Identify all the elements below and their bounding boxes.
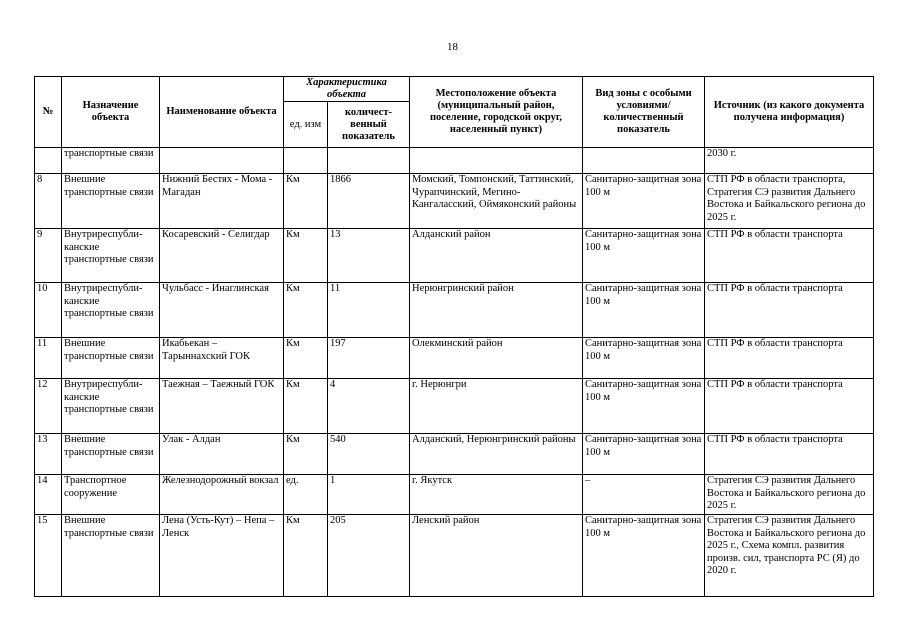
cell-purpose: Внешние транспортные связи <box>62 434 160 475</box>
header-num: № <box>35 77 62 148</box>
cell-name: Чульбасс - Инаглинская <box>160 283 284 338</box>
cell-purpose: Внешние транспортные связи <box>62 515 160 597</box>
table-row <box>35 174 874 229</box>
table-row <box>35 434 874 475</box>
cell-name: Таежная – Таежный ГОК <box>160 379 284 434</box>
header-name: Наименование объекта <box>160 77 284 148</box>
transport-objects-table <box>34 76 874 597</box>
cell-num: 11 <box>35 338 62 379</box>
cell-zone: Санитарно-защитная зона 100 м <box>583 283 705 338</box>
header-unit: ед. изм <box>284 102 328 148</box>
cell-unit: Км <box>284 338 328 379</box>
cell-purpose: Внутриреспубли-канские транспортные связи <box>62 283 160 338</box>
cell-location: Олекминский район <box>410 338 583 379</box>
cell-quantity: 11 <box>328 283 410 338</box>
cell-quantity: 4 <box>328 379 410 434</box>
cell-num: 14 <box>35 475 62 515</box>
cell-zone: Санитарно-защитная зона 100 м <box>583 515 705 597</box>
table-row <box>35 379 874 434</box>
cell-source: Стратегия СЭ развития Дальнего Востока и Байкальского региона до 2025 г. <box>705 475 874 515</box>
cell-unit: Км <box>284 515 328 597</box>
cell-unit: Км <box>284 283 328 338</box>
cell-purpose: Внешние транспортные связи <box>62 338 160 379</box>
cell-name: Железнодорожный вокзал <box>160 475 284 515</box>
table-row <box>35 338 874 379</box>
cell-location: Нерюнгринский район <box>410 283 583 338</box>
cell-zone: Санитарно-защитная зона 100 м <box>583 434 705 475</box>
cell-purpose: Внутриреспубли-канские транспортные связи <box>62 379 160 434</box>
cell-name: Икабьекан – Тарыннахский ГОК <box>160 338 284 379</box>
header-characteristics: Характеристика объекта <box>284 77 410 102</box>
cell-source: СТП РФ в области транспорта <box>705 229 874 283</box>
cell-name: Нижний Бестях - Мома - Магадан <box>160 174 284 229</box>
cell-zone <box>583 148 705 174</box>
cell-source: 2030 г. <box>705 148 874 174</box>
cell-quantity: 1866 <box>328 174 410 229</box>
cell-unit: Км <box>284 434 328 475</box>
table-row <box>35 229 874 283</box>
cell-location: Момский, Томпонский, Таттинский, Чурапчинский, Мегино-Кангаласский, Оймяконский районы <box>410 174 583 229</box>
cell-num: 15 <box>35 515 62 597</box>
cell-zone: Санитарно-защитная зона 100 м <box>583 174 705 229</box>
table-row <box>35 148 874 174</box>
cell-location: Ленский район <box>410 515 583 597</box>
cell-unit: Км <box>284 229 328 283</box>
cell-name: Лена (Усть-Кут) – Непа – Ленск <box>160 515 284 597</box>
cell-zone: Санитарно-защитная зона 100 м <box>583 229 705 283</box>
cell-source: СТП РФ в области транспорта <box>705 434 874 475</box>
cell-source: Стратегия СЭ развития Дальнего Востока и Байкальского региона до 2025 г., Схема компл. развития произв. сил, транспорта РС (Я) до 2020 г. <box>705 515 874 597</box>
cell-source: СТП РФ в области транспорта <box>705 379 874 434</box>
cell-unit: Км <box>284 174 328 229</box>
header-quantity: количест-венный показатель <box>328 102 410 148</box>
cell-quantity: 1 <box>328 475 410 515</box>
cell-zone: Санитарно-защитная зона 100 м <box>583 379 705 434</box>
cell-unit: ед. <box>284 475 328 515</box>
cell-num: 10 <box>35 283 62 338</box>
table-row <box>35 283 874 338</box>
cell-source: СТП РФ в области транспорта, Стратегия СЭ развития Дальнего Востока и Байкальского региона до 2025 г. <box>705 174 874 229</box>
cell-num: 8 <box>35 174 62 229</box>
cell-quantity: 13 <box>328 229 410 283</box>
header-location: Местоположение объекта (муниципальный район, поселение, городской округ, населенный пункт) <box>410 77 583 148</box>
cell-num: 13 <box>35 434 62 475</box>
cell-purpose: транспортные связи <box>62 148 160 174</box>
cell-num: 12 <box>35 379 62 434</box>
cell-quantity <box>328 148 410 174</box>
cell-location: Алданский, Нерюнгринский районы <box>410 434 583 475</box>
cell-num: 9 <box>35 229 62 283</box>
header-zone: Вид зоны с особыми условиями/ количественный показатель <box>583 77 705 148</box>
header-source: Источник (из какого документа получена информация) <box>705 77 874 148</box>
cell-quantity: 540 <box>328 434 410 475</box>
cell-zone: Санитарно-защитная зона 100 м <box>583 338 705 379</box>
table-row <box>35 515 874 597</box>
cell-quantity: 205 <box>328 515 410 597</box>
cell-location: г. Якутск <box>410 475 583 515</box>
header-purpose: Назначение объекта <box>62 77 160 148</box>
page-number: 18 <box>447 41 458 53</box>
cell-name: Косаревский - Селигдар <box>160 229 284 283</box>
cell-location: г. Нерюнгри <box>410 379 583 434</box>
cell-name: Улак - Алдан <box>160 434 284 475</box>
cell-unit <box>284 148 328 174</box>
cell-name <box>160 148 284 174</box>
cell-source: СТП РФ в области транспорта <box>705 283 874 338</box>
cell-num <box>35 148 62 174</box>
cell-purpose: Внутриреспубли-канские транспортные связи <box>62 229 160 283</box>
cell-location: Алданский район <box>410 229 583 283</box>
cell-zone: – <box>583 475 705 515</box>
cell-unit: Км <box>284 379 328 434</box>
cell-location <box>410 148 583 174</box>
table-row <box>35 475 874 515</box>
cell-quantity: 197 <box>328 338 410 379</box>
cell-purpose: Внешние транспортные связи <box>62 174 160 229</box>
cell-source: СТП РФ в области транспорта <box>705 338 874 379</box>
cell-purpose: Транспортное сооружение <box>62 475 160 515</box>
